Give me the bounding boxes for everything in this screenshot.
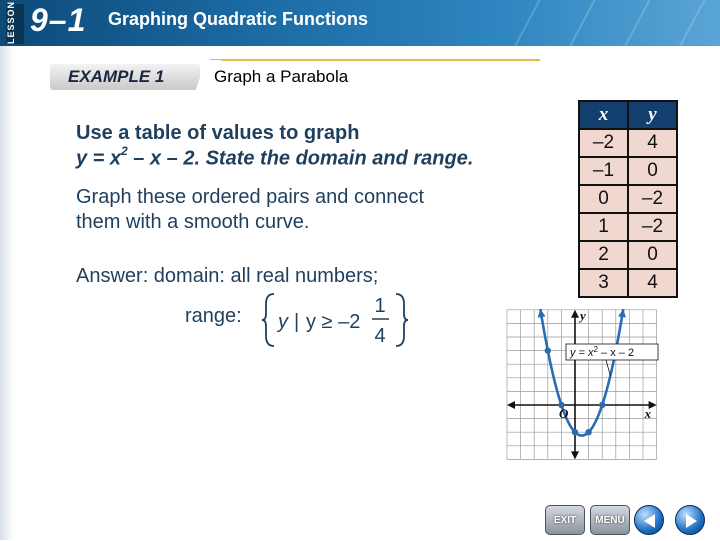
- graph-equation-label: [569, 345, 634, 359]
- instruction-line-2: them with a smooth curve.: [76, 211, 310, 233]
- table-cell-x: 0: [579, 185, 628, 213]
- table-cell-x: 1: [579, 213, 628, 241]
- example-label: EXAMPLE 1: [50, 64, 200, 90]
- graph-equation-exponent: 2: [593, 345, 598, 354]
- left-edge-decoration: [0, 46, 14, 540]
- x-axis-label: x: [644, 406, 652, 421]
- triangle-left-icon: [635, 506, 665, 536]
- table-header-y: y: [628, 101, 677, 129]
- fraction-denominator: 4: [374, 325, 386, 347]
- exit-button[interactable]: EXIT: [545, 505, 585, 535]
- instruction-line-1: Graph these ordered pairs and connect: [76, 186, 424, 208]
- example-bar: [50, 60, 540, 94]
- table-cell-y: –2: [628, 213, 677, 241]
- table-cell-x: –2: [579, 129, 628, 157]
- answer-domain: Answer: domain: all real numbers;: [76, 265, 379, 287]
- lesson-title: Graphing Quadratic Functions: [108, 9, 369, 29]
- data-point: [585, 429, 591, 435]
- header-decoration: [549, 0, 602, 46]
- table-cell-x: 2: [579, 241, 628, 269]
- equation-lhs: y = x: [76, 147, 122, 170]
- origin-label: O: [559, 406, 569, 421]
- table-header-x: x: [579, 101, 628, 129]
- lesson-word: LESSON: [6, 0, 16, 44]
- table-cell-y: 4: [628, 269, 677, 297]
- parabola-curve: [540, 309, 623, 436]
- set-inequality: y ≥ –2: [306, 311, 361, 333]
- table-cell-y: 4: [628, 129, 677, 157]
- lesson-header: [0, 0, 720, 46]
- left-brace: [262, 294, 274, 346]
- y-axis-arrow-bottom: [571, 451, 579, 459]
- parabola-graph: [503, 297, 673, 469]
- graph-equation-rest: – x – 2: [598, 347, 635, 359]
- values-table: [578, 100, 678, 298]
- right-brace: [396, 294, 408, 346]
- x-axis-arrow-left: [507, 401, 515, 409]
- table-row: [579, 213, 677, 241]
- data-point: [572, 429, 578, 435]
- table-row: [579, 129, 677, 157]
- equation-exponent: 2: [121, 144, 128, 158]
- graph-equation-lhs: y = x: [570, 347, 594, 359]
- table-cell-x: 3: [579, 269, 628, 297]
- table-cell-x: –1: [579, 157, 628, 185]
- equation-leader-line: [606, 360, 610, 376]
- fraction-numerator: 1: [374, 295, 386, 317]
- header-decoration: [604, 0, 657, 46]
- table-cell-y: –2: [628, 185, 677, 213]
- header-decoration: [659, 0, 712, 46]
- set-bar: |: [294, 311, 300, 333]
- graph-grid: [507, 307, 657, 460]
- menu-button[interactable]: MENU: [590, 505, 630, 535]
- table-cell-y: 0: [628, 157, 677, 185]
- problem-line-1: Use a table of values to graph: [76, 122, 360, 144]
- data-point: [599, 402, 605, 408]
- example-title: Graph a Parabola: [214, 67, 349, 86]
- table-row: [579, 241, 677, 269]
- y-axis-label: y: [580, 307, 586, 323]
- table-cell-y: 0: [628, 241, 677, 269]
- next-button[interactable]: [675, 505, 705, 535]
- equation-rest: – x – 2. State the domain and range.: [127, 147, 474, 170]
- problem-line-2: [76, 146, 473, 171]
- header-decoration: [494, 0, 547, 46]
- data-point: [545, 347, 551, 353]
- table-row: [579, 185, 677, 213]
- answer-range-label: range:: [185, 305, 242, 327]
- table-row: [579, 269, 677, 297]
- y-axis-arrow-top: [571, 310, 579, 318]
- table-row: [579, 157, 677, 185]
- lesson-number: 9–1: [30, 2, 87, 38]
- range-set-notation: [262, 290, 412, 350]
- previous-button[interactable]: [634, 505, 664, 535]
- table-header-row: [579, 101, 677, 129]
- triangle-right-icon: [676, 506, 706, 536]
- set-variable: y: [278, 311, 288, 333]
